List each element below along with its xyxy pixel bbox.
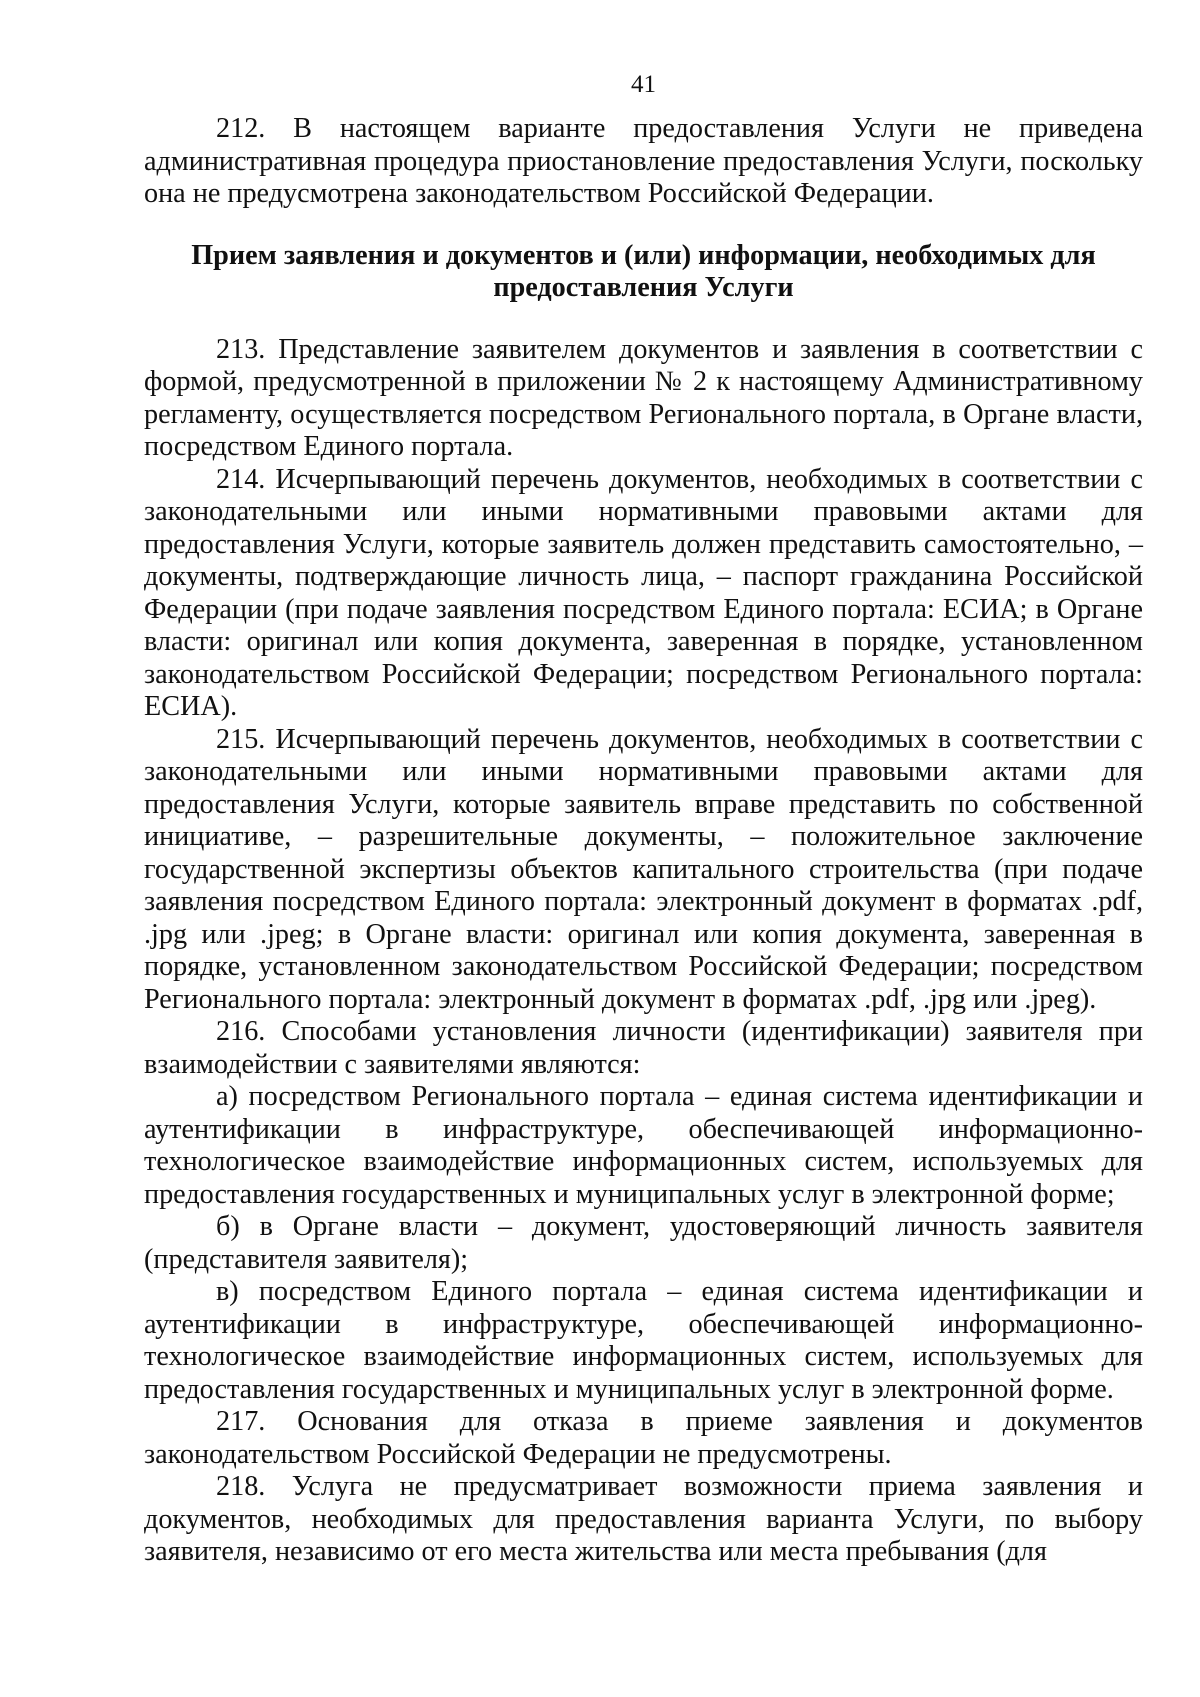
paragraph-218: 218. Услуга не предусматривает возможности приема заявления и документов, необходимых для предоставления варианта Услуги, по выбору заявителя, независимо от его места жительства или места пребывания (для — [144, 1471, 1143, 1567]
paragraph-216-a: а) посредством Регионального портала – единая система идентификации и аутентификации в инфраструктуре, обеспечивающей информационно-технологическое взаимодействие информационных систем, используемых для предоставления государственных и муниципальных услуг в электронной форме; — [144, 1081, 1143, 1210]
paragraph-214: 214. Исчерпывающий перечень документов, необходимых в соответствии с законодательными или иными нормативными правовыми актами для предоставления Услуги, которые заявитель должен представить самостоятельно, – документы, подтверждающие личность лица, – паспорт гражданина Российской Федерации (при подаче заявления посредством Единого портала: ЕСИА; в Органе власти: оригинал или копия документа, заверенная в порядке, установленном законодательством Российской Федерации; посредством Регионального портала: ЕСИА). — [144, 463, 1143, 722]
page-number: 41 — [631, 71, 656, 98]
document-body — [144, 113, 1143, 1569]
paragraph-213: 213. Представление заявителем документов и заявления в соответствии с формой, предусмотренной в приложении № 2 к настоящему Административному регламенту, осуществляется посредством Регионального портала, в Органе власти, посредством Единого портала. — [144, 333, 1143, 462]
paragraph-216-b: б) в Органе власти – документ, удостоверяющий личность заявителя (представителя заявителя); — [144, 1211, 1143, 1275]
section-heading: Прием заявления и документов и (или) информации, необходимых для предоставления Услуги — [191, 239, 1096, 303]
paragraph-217: 217. Основания для отказа в приеме заявления и документов законодательством Российской Федерации не предусмотрены. — [144, 1406, 1143, 1470]
paragraph-215: 215. Исчерпывающий перечень документов, необходимых в соответствии с законодательными или иными нормативными правовыми актами для предоставления Услуги, которые заявитель вправе представить по собственной инициативе, – разрешительные документы, – положительное заключение государственной экспертизы объектов капитального строительства (при подаче заявления посредством Единого портала: электронный документ в форматах .pdf, .jpg или .jpeg; в Органе власти: оригинал или копия документа, заверенная в порядке, установленном законодательством Российской Федерации; посредством Регионального портала: электронный документ в форматах .pdf, .jpg или .jpeg). — [144, 723, 1143, 1015]
paragraph-216-v: в) посредством Единого портала – единая система идентификации и аутентификации в инфраструктуре, обеспечивающей информационно-технологическое взаимодействие информационных систем, используемых для предоставления государственных и муниципальных услуг в электронной форме. — [144, 1276, 1143, 1405]
paragraph-216: 216. Способами установления личности (идентификации) заявителя при взаимодействии с заявителями являются: — [144, 1016, 1143, 1080]
paragraph-212: 212. В настоящем варианте предоставления Услуги не приведена административная процедура приостановление предоставления Услуги, поскольку она не предусмотрена законодательством Российской Федерации. — [144, 113, 1143, 209]
